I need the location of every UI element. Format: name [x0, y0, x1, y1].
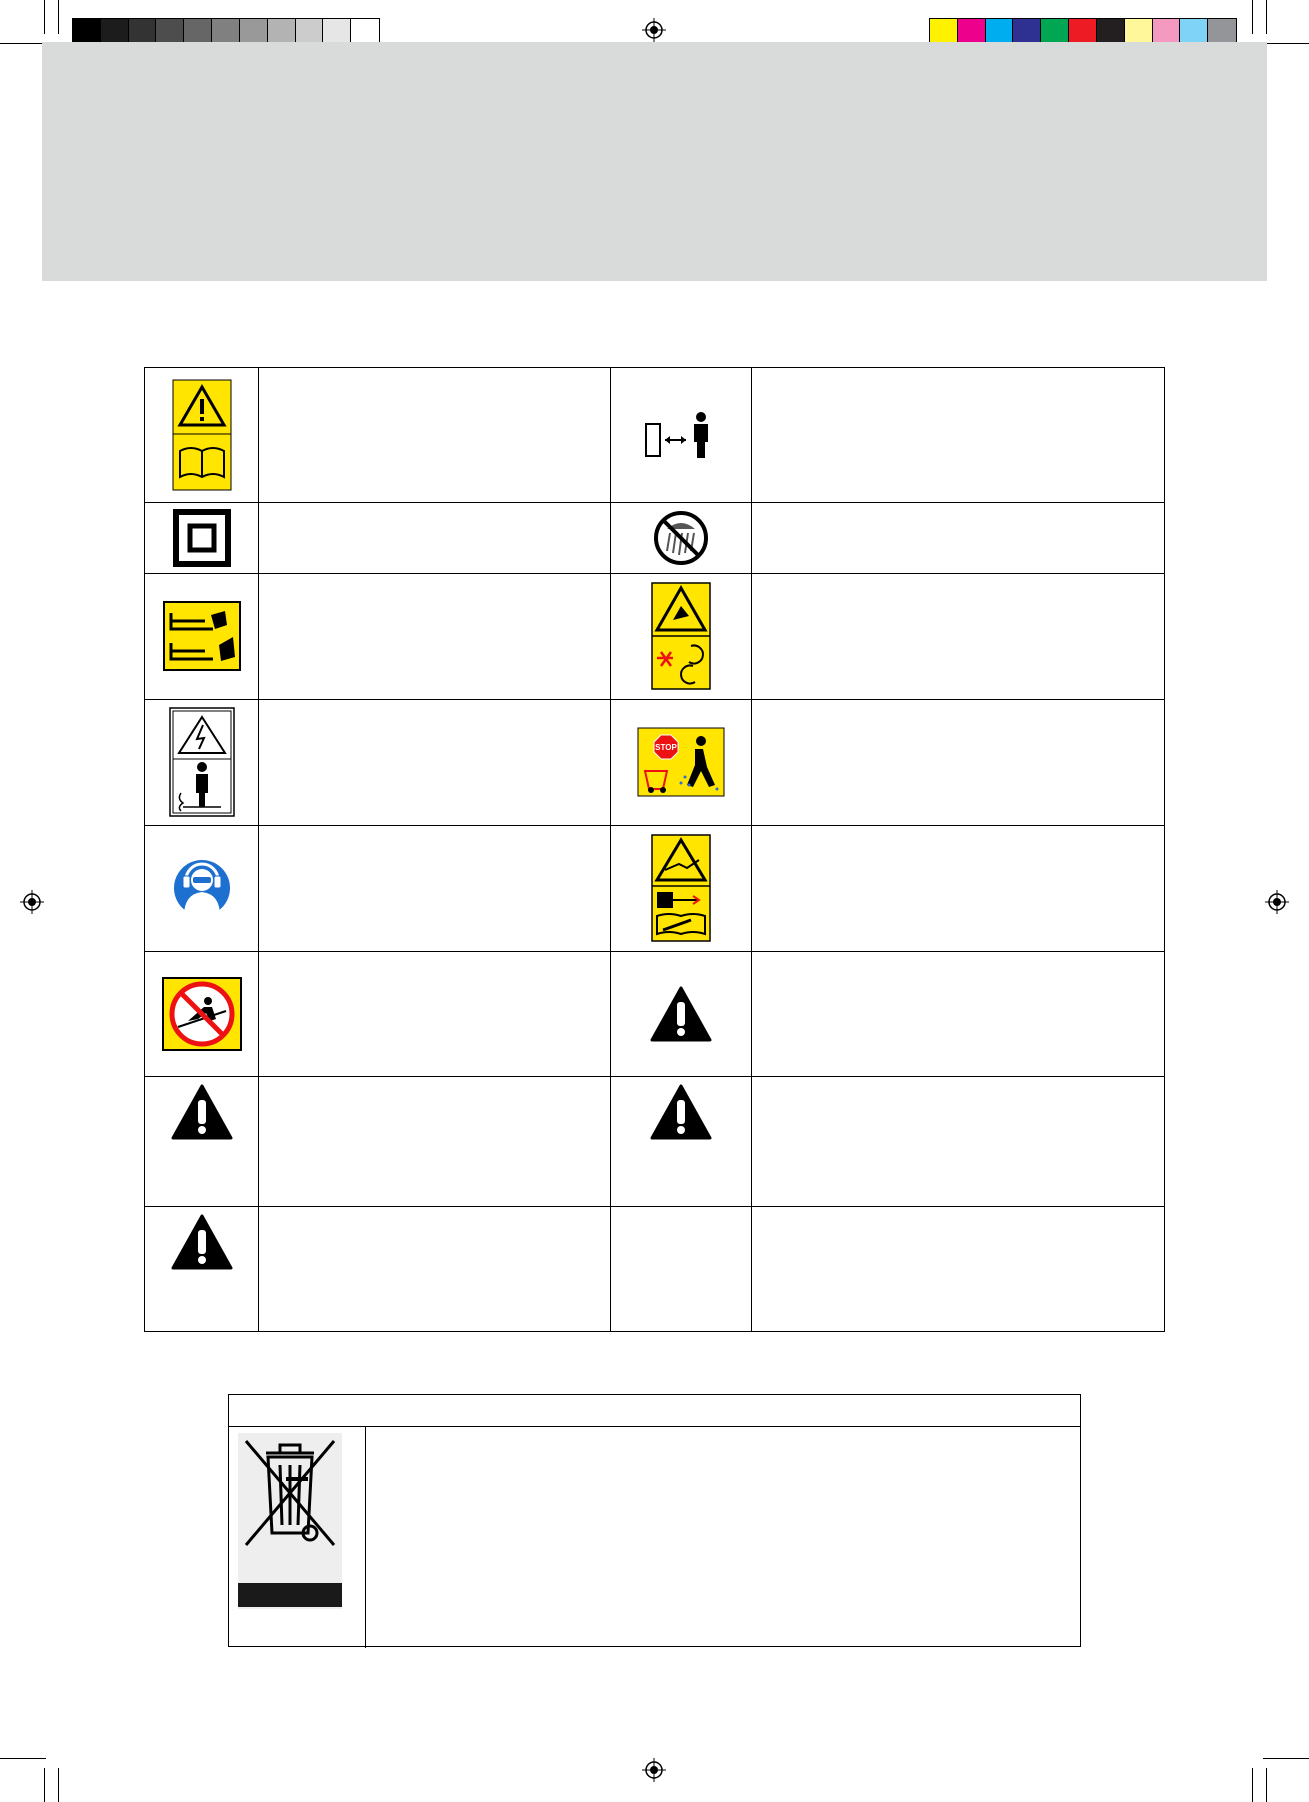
crop-mark: [1263, 43, 1309, 44]
no-slope-mowing-icon: [145, 951, 258, 1076]
warning-triangle-icon: [610, 1076, 751, 1136]
cable-damage-icon: [610, 825, 751, 951]
double-insulation-icon: [145, 502, 258, 573]
warning-triangle-icon: [145, 1076, 258, 1136]
calibration-swatch: [184, 19, 212, 44]
crop-mark: [44, 0, 45, 34]
calibration-swatch: [986, 19, 1014, 44]
electric-shock-icon: [145, 699, 258, 825]
calibration-swatch: [73, 19, 101, 44]
calibration-swatch: [129, 19, 157, 44]
calibration-swatch: [323, 19, 351, 44]
crop-mark: [1266, 1768, 1267, 1802]
calibration-swatch: [1180, 19, 1208, 44]
calibration-swatch: [351, 19, 379, 44]
weee-disposal-box: [228, 1394, 1081, 1647]
safety-symbols-table: [144, 367, 1165, 1332]
calibration-swatch: [240, 19, 268, 44]
calibration-swatch: [1069, 19, 1097, 44]
svg-text:STOP: STOP: [654, 743, 677, 752]
calibration-swatch: [1153, 19, 1181, 44]
crop-mark: [0, 1758, 46, 1759]
calibration-swatch: [1208, 19, 1236, 44]
calibration-swatch: [958, 19, 986, 44]
calibration-swatch: [1013, 19, 1041, 44]
calibration-swatch: [1125, 19, 1153, 44]
crop-mark: [1266, 0, 1267, 34]
ear-eye-protection-icon: [145, 825, 258, 951]
crop-mark: [1252, 0, 1253, 34]
calibration-swatch: [212, 19, 240, 44]
calibration-swatch: [296, 19, 324, 44]
crop-mark: [1252, 1768, 1253, 1802]
read-manual-warning-icon: [145, 368, 258, 502]
calibration-swatch: [1097, 19, 1125, 44]
calibration-swatch: [268, 19, 296, 44]
calibration-swatch: [101, 19, 129, 44]
warning-triangle-icon: [610, 951, 751, 1076]
stop-before-cleaning-icon: [610, 699, 751, 825]
crop-mark: [0, 43, 46, 44]
crop-mark: [58, 1768, 59, 1802]
registration-mark-icon: [20, 890, 44, 914]
crop-mark: [58, 0, 59, 34]
registration-mark-icon: [1265, 890, 1289, 914]
crossed-bin-icon: [238, 1433, 342, 1614]
hands-feet-blade-icon: [145, 573, 258, 699]
crop-mark: [1263, 1758, 1309, 1759]
color-calibration-bar: [929, 18, 1237, 45]
calibration-swatch: [1041, 19, 1069, 44]
calibration-swatch: [930, 19, 958, 44]
header-band: [42, 42, 1267, 281]
registration-mark-icon: [642, 1758, 666, 1782]
rotating-blade-icon: [610, 573, 751, 699]
keep-distance-icon: [610, 368, 751, 502]
registration-mark-icon: [642, 18, 666, 42]
grayscale-calibration-bar: [72, 18, 380, 45]
no-rain-icon: [610, 502, 751, 573]
crop-mark: [44, 1768, 45, 1802]
warning-triangle-icon: [145, 1206, 258, 1266]
calibration-swatch: [156, 19, 184, 44]
